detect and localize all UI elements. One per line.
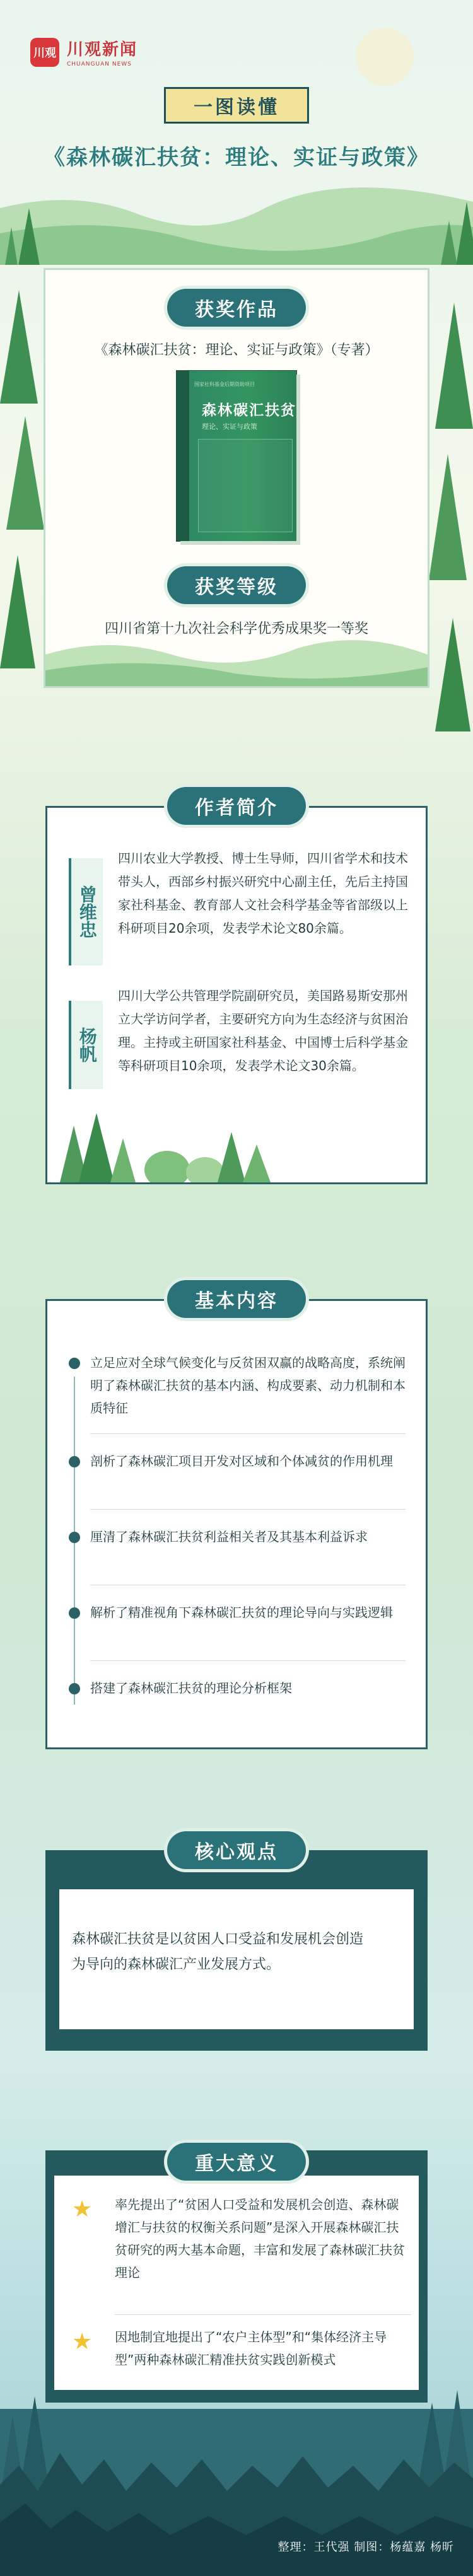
award-level-heading: 获奖等级: [167, 566, 306, 604]
brand-logo[interactable]: [30, 37, 137, 67]
award-level-text: 四川省第十九次社会科学优秀成果奖一等奖: [104, 621, 368, 637]
core-heading: 核心观点: [167, 1831, 306, 1869]
content-heading: 基本内容: [167, 1280, 306, 1318]
book-cover-subtitle: 理论、实证与政策: [202, 423, 257, 431]
brand-mark-icon: 川观: [30, 38, 59, 67]
bullet-dot-icon: [69, 1683, 80, 1694]
page-title: 《森林碳汇扶贫：理论、实证与政策》: [44, 145, 429, 170]
significance-divider: [115, 2314, 411, 2315]
core-card: [45, 1850, 428, 2051]
book-cover-title: 森林碳汇扶贫: [202, 402, 296, 419]
content-item-2: 剖析了森林碳汇项目开发对区域和个体减贫的作用机理: [69, 1450, 409, 1472]
core-inner-panel: [59, 1889, 414, 2029]
content-item-1: 立足应对全球气候变化与反贫困双赢的战略高度，系统阐明了森林碳汇扶贫的基本内涵、构成要素、动力机制和本质特征: [69, 1351, 409, 1419]
bullet-dot-icon: [69, 1532, 80, 1543]
core-text: 森林碳汇扶贫是以贫困人口受益和发展机会创造为导向的森林碳汇产业发展方式。: [72, 1932, 364, 1973]
left-trees-decoration: [0, 265, 50, 895]
author-bio-1: 四川农业大学教授、博士生导师，四川省学术和技术带头人，西部乡村振兴研究中心副主任，先后主持国家社科基金、教育部人文社会科学基金等省部级以上科研项目20余项，发表学术论文80余篇。: [118, 851, 408, 936]
book-cover-series: 国家社科基金后期资助项目: [194, 382, 255, 387]
content-item-5: 搭建了森林碳汇扶贫的理论分析框架: [69, 1677, 409, 1699]
content-divider: [90, 1433, 406, 1434]
author-name-1: 曾维忠: [69, 858, 103, 965]
header-label: 一图读懂: [164, 87, 309, 124]
author-bio-2: 四川大学公共管理学院副研究员，美国路易斯安那州立大学访问学者，主要研究方向为生态经济与贫困治理。主持或主研国家社科基金、中国博士后科学基金等科研项目10余项，发表学术论文30余篇。: [118, 988, 408, 1073]
book-spine: [177, 371, 189, 541]
book-cover-frame: [198, 439, 293, 532]
content-divider: [90, 1660, 406, 1661]
bullet-dot-icon: [69, 1358, 80, 1369]
award-hills-decoration: [45, 617, 428, 686]
significance-card: [54, 2176, 419, 2390]
authors-heading: 作者简介: [167, 787, 306, 825]
award-work-title: 《森林碳汇扶贫：理论、实证与政策》（专著）: [94, 342, 379, 358]
author-trees-decoration: [60, 1107, 287, 1182]
right-trees-decoration: [429, 265, 473, 895]
brand-name: 川观新闻: [67, 40, 138, 59]
bullet-dot-icon: [69, 1607, 80, 1619]
credits-text: 整理：王代强 制图：杨蕴嘉 杨昕: [277, 2541, 454, 2554]
award-work-heading: 获奖作品: [167, 289, 306, 327]
significance-item-1: 率先提出了“贫困人口受益和发展机会创造、森林碳增汇与扶贫的权衡关系问题”是深入开展森林碳汇扶贫研究的两大基本命题，丰富和发展了森林碳汇扶贫理论: [115, 2197, 405, 2280]
author-name-2: 杨帆: [69, 1001, 103, 1089]
award-card: [45, 270, 428, 686]
content-divider: [90, 1509, 406, 1510]
authors-card: [45, 806, 428, 1184]
significance-heading: 重大意义: [167, 2143, 306, 2181]
content-item-4: 解析了精准视角下森林碳汇扶贫的理论导向与实践逻辑: [69, 1601, 409, 1624]
content-card: [45, 1299, 428, 1749]
star-icon: ★: [72, 2329, 93, 2355]
star-icon: ★: [72, 2196, 93, 2222]
brand-sub: CHUANGUAN NEWS: [67, 61, 132, 67]
content-item-3: 厘清了森林碳汇扶贫利益相关者及其基本利益诉求: [69, 1525, 409, 1548]
bullet-dot-icon: [69, 1456, 80, 1467]
book-cover-image: [177, 371, 296, 541]
significance-item-2: 因地制宜地提出了“农户主体型”和“集体经济主导型”两种森林碳汇精准扶贫实践创新模式: [115, 2329, 387, 2367]
